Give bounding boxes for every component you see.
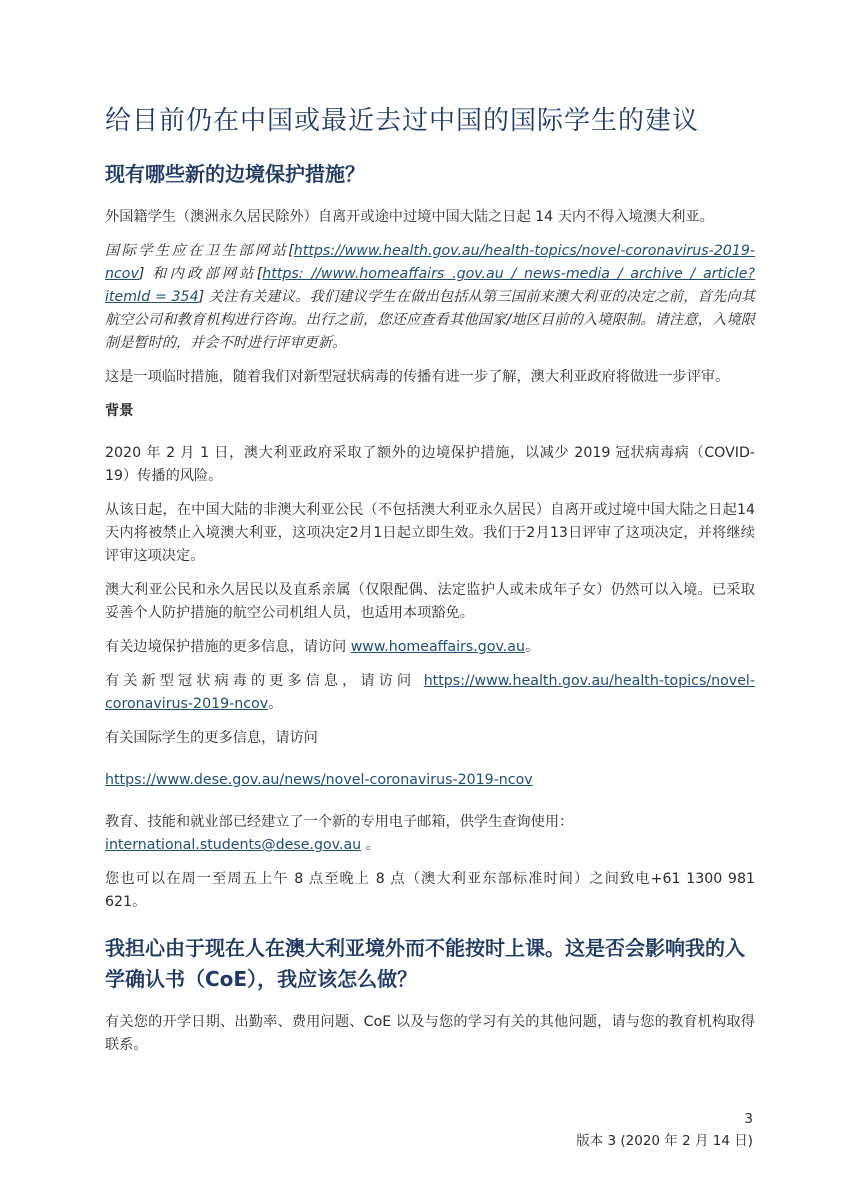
version-label: 版本 3 (2020 年 2 月 14 日)	[576, 1133, 753, 1149]
paragraph-advice-websites	[105, 240, 755, 355]
email-info-end: 。	[361, 837, 380, 853]
paragraph-contact-institution: 有关您的开学日期、出勤率、费用问题、CoE 以及与您的学习有关的其他问题，请与您的教育机构取得联系。	[105, 1014, 755, 1053]
paragraph-temporary-measure: 这是一项临时措施，随着我们对新型冠状病毒的传播有进一步了解，澳大利亚政府将做进一步评审。	[105, 369, 730, 385]
health-website-link[interactable]: https://www.health.gov.au/health-topics/novel-coronavirus-2019-ncov	[105, 243, 755, 282]
coronavirus-info-end: 。	[268, 696, 283, 712]
paragraph-entry-restriction: 外国籍学生（澳洲永久居民除外）自离开或途中过境中国大陆之日起 14 天内不得入境澳大利亚。	[105, 209, 714, 225]
advice-text-a: 国际学生应在卫生部网站[	[105, 243, 294, 259]
paragraph-coronavirus-info	[105, 670, 755, 716]
section-heading-coe: 我担心由于现在人在澳大利亚境外而不能按时上课。这是否会影响我的入学确认书（CoE），我应该怎么做？	[105, 936, 745, 991]
page-footer	[576, 1108, 753, 1152]
paragraph-feb1-measures: 2020 年 2 月 1 日，澳大利亚政府采取了额外的边境保护措施，以减少 2019 冠状病毒病（COVID-19）传播的风险。	[105, 445, 755, 484]
coronavirus-info-text: 有关新型冠状病毒的更多信息，请访问	[105, 673, 424, 689]
section-heading-border-measures: 现有哪些新的边境保护措施？	[105, 162, 365, 186]
dese-news-link[interactable]: https://www.dese.gov.au/news/novel-coronavirus-2019-ncov	[105, 772, 533, 788]
paragraph-dese-link	[105, 769, 755, 792]
document-body	[105, 100, 755, 1068]
paragraph-border-info	[105, 636, 755, 659]
page-number: 3	[744, 1111, 753, 1127]
homeaffairs-article-link[interactable]: https: //www.homeaffairs .gov.au / news-media / archive / article? itemId = 354	[105, 266, 755, 305]
advice-text-b: ] 和内政部网站[	[138, 266, 263, 282]
student-email-link[interactable]: international.students@dese.gov.au	[105, 837, 362, 853]
paragraph-phone-info: 您也可以在周一至周五上午 8 点至晚上 8 点（澳大利亚东部标准时间）之间致电+61 1300 981 621。	[105, 871, 755, 910]
paragraph-student-info: 有关国际学生的更多信息，请访问	[105, 730, 318, 746]
health-coronavirus-link[interactable]: https://www.health.gov.au/health-topics/novel-coronavirus-2019-ncov	[105, 673, 755, 712]
border-info-text: 有关边境保护措施的更多信息，请访问	[105, 639, 351, 655]
paragraph-ban-details: 从该日起，在中国大陆的非澳大利亚公民（不包括澳大利亚永久居民）自离开或过境中国大陆之日起14天内将被禁止入境澳大利亚，这项决定2月1日起立即生效。我们于2月13日评审了这项决定，并将继续评审这项决定。	[105, 502, 755, 564]
border-info-end: 。	[524, 639, 540, 655]
email-info-text: 教育、技能和就业部已经建立了一个新的专用电子邮箱，供学生查询使用：	[105, 814, 574, 830]
paragraph-exemptions: 澳大利亚公民和永久居民以及直系亲属（仅限配偶、法定监护人或未成年子女）仍然可以入境。已采取妥善个人防护措施的航空公司机组人员，也适用本项豁免。	[105, 582, 755, 621]
page-title: 给目前仍在中国或最近去过中国的国际学生的建议	[105, 106, 700, 136]
homeaffairs-link[interactable]: www.homeaffairs.gov.au	[350, 639, 525, 655]
background-label: 背景	[105, 403, 134, 419]
advice-text-c: ] 关注有关建议。我们建议学生在做出包括从第三国前来澳大利亚的决定之前，首先向其航空公司和教育机构进行咨询。出行之前，您还应查看其他国家/地区目前的入境限制。请注意，入境限制是暂时的，并会不时进行评审更新。	[105, 289, 755, 351]
paragraph-email-info	[105, 811, 755, 857]
